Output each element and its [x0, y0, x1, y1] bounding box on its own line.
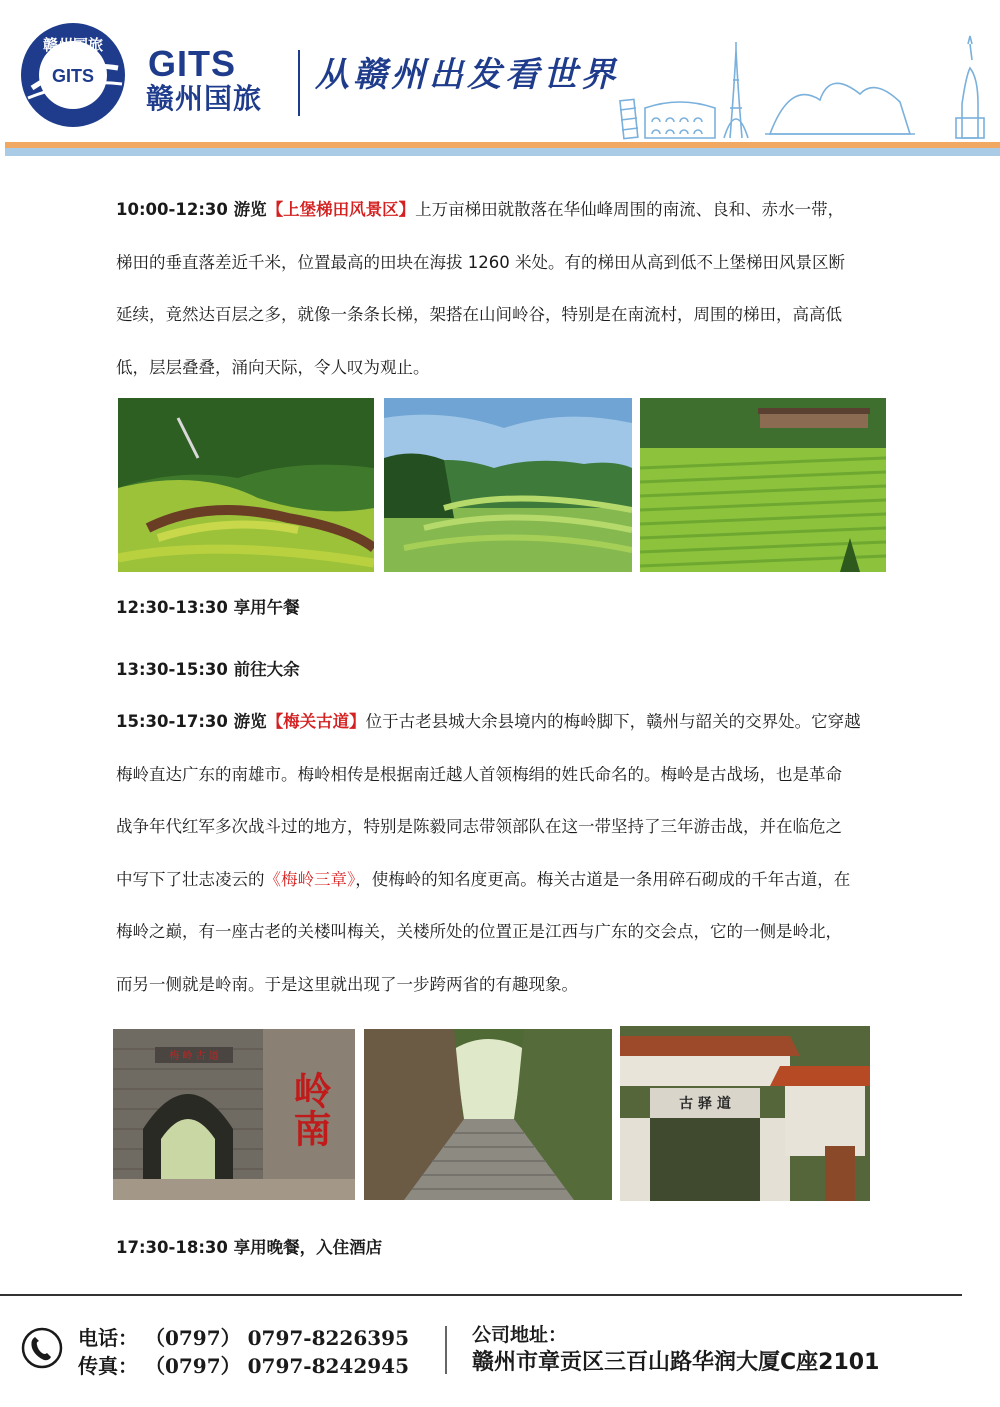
phone-icon: [20, 1326, 64, 1370]
header-band-blue: [5, 148, 1000, 156]
meiguan-text-1: 位于古老县城大余县境内的梅岭脚下，赣州与韶关的交界处。它穿越: [365, 712, 861, 731]
terrace-photo-2: [384, 398, 632, 572]
meiguan-line-4: [116, 854, 896, 907]
fax-label: 传真：: [78, 1354, 138, 1378]
footer-rule: [0, 1294, 962, 1296]
meiguan-line-6: 而另一侧就是岭南。于是这里就出现了一步跨两省的有趣现象。: [116, 974, 578, 994]
meiguan-text-4b: ，使梅岭的知名度更高。梅关古道是一条用碎石砌成的千年古道，在: [355, 869, 851, 889]
shangbao-place: 【上堡梯田风景区】: [266, 200, 416, 219]
svg-text:GITS: GITS: [51, 66, 95, 86]
footer-divider: [445, 1326, 447, 1374]
meiguan-line-2: 梅岭直达广东的南雄市。梅岭相传是根据南迁越人首领梅绢的姓氏命名的。梅岭是古战场，也是革命: [116, 764, 842, 784]
world-landmarks-skyline-icon: [600, 30, 1000, 142]
fax-number: 0797-8242945: [247, 1354, 409, 1378]
shangbao-line-4: 低，层层叠叠，涌向天际，令人叹为观止。: [116, 357, 430, 377]
shangbao-line-2: 梯田的垂直落差近千米，位置最高的田块在海拔 1260 米处。有的梯田从高到低不上堡梯田风景区断: [116, 252, 845, 272]
gits-logo-icon: [18, 20, 128, 130]
page-header: [0, 0, 1000, 160]
terrace-photo-3: [640, 398, 886, 572]
meiguan-time: 15:30-17:30 游览: [116, 712, 267, 731]
meiguan-path-photo: [364, 1029, 612, 1200]
transfer-heading: 13:30-15:30 前往大余: [116, 660, 300, 679]
terrace-photo-1: [118, 398, 374, 572]
svg-text:岭南: 岭南: [287, 1071, 331, 1147]
meiguan-line-1: [116, 696, 896, 749]
shangbao-text-1: 上万亩梯田就散落在华仙峰周围的南流、良和、赤水一带，: [415, 200, 845, 219]
shangbao-time: 10:00-12:30 游览: [116, 200, 267, 219]
meiling-sanzhang-title: 《梅岭三章》: [264, 869, 356, 889]
brand-english: GITS: [148, 43, 237, 84]
svg-text:古 驿 道: 古 驿 道: [679, 1096, 731, 1112]
fax-area-code: （0797）: [144, 1354, 241, 1378]
meiguan-place: 【梅关古道】: [266, 712, 366, 731]
meiguan-text-4a: 中写下了壮志凌云的: [116, 869, 265, 889]
meiguan-paragraph: [116, 696, 896, 1011]
meiguan-line-5: 梅岭之巅，有一座古老的关楼叫梅关，关楼所处的位置正是江西与广东的交会点，它的一侧是岭北，: [116, 922, 842, 941]
meiguan-line-3: 战争年代红军多次战斗过的地方，特别是陈毅同志带领部队在这一带坚持了三年游击战，并在临危之: [116, 817, 842, 836]
telephone-line: [78, 1328, 409, 1348]
fax-line: [78, 1356, 409, 1376]
svg-text:梅 岭 古 道: 梅 岭 古 道: [169, 1051, 219, 1062]
shangbao-line-1: [116, 184, 896, 237]
lunch-heading: 12:30-13:30 享用午餐: [116, 598, 300, 617]
tel-label: 电话：: [78, 1326, 138, 1350]
brand-chinese: 赣州国旅: [146, 82, 263, 115]
shangbao-line-3: 延续，竟然达百层之多，就像一条条长梯，架搭在山间岭谷，特别是在南流村，周围的梯田，高高低: [116, 305, 842, 324]
svg-text:赣州国旅: 赣州国旅: [42, 36, 104, 54]
address-label: 公司地址：: [472, 1324, 568, 1346]
shangbao-paragraph: [116, 184, 896, 394]
company-address: 赣州市章贡区三百山路华润大厦C座2101: [472, 1350, 880, 1375]
ancient-post-road-archway-photo: [620, 1026, 870, 1201]
header-divider: [298, 50, 300, 116]
slogan: 从赣州出发看世界: [315, 55, 619, 95]
tel-area-code: （0797）: [144, 1326, 241, 1350]
meiguan-gate-photo: [113, 1029, 355, 1200]
tel-number: 0797-8226395: [247, 1326, 409, 1350]
dinner-heading: 17:30-18:30 享用晚餐，入住酒店: [116, 1238, 383, 1257]
